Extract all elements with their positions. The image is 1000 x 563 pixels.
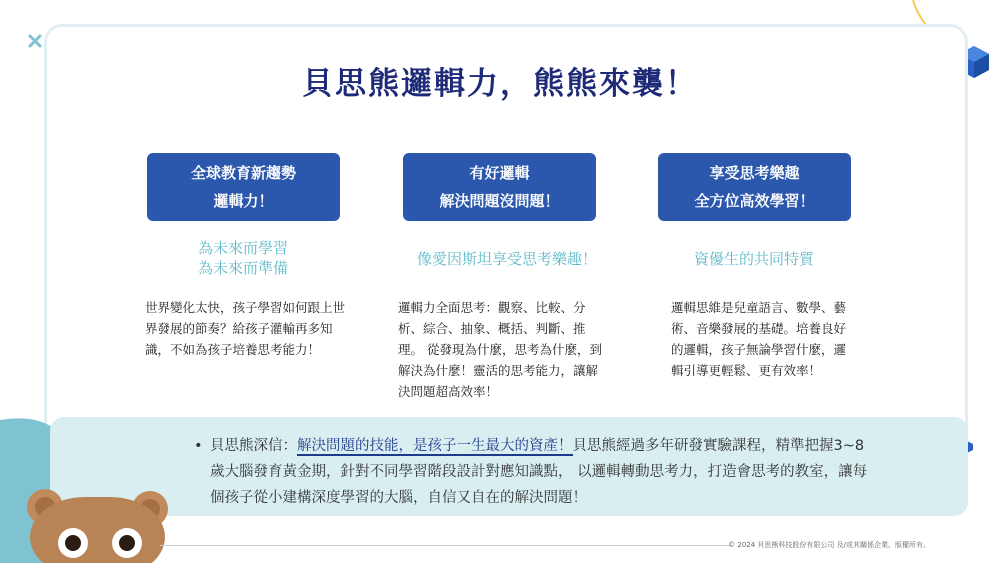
bottom-text bbox=[210, 433, 870, 511]
col2-button bbox=[403, 153, 596, 221]
col2-paragraph: 邏輯力全面思考：觀察、比較、分析、綜合、抽象、概括、判斷、推理。 從發現為什麼，思考為什麼，到解決為什麼！靈活的思考能力，讓解決問題超高效率！ bbox=[398, 300, 602, 399]
col3-button-line2: 全方位高效學習！ bbox=[694, 192, 815, 210]
bottom-lead: 貝思熊深信： bbox=[210, 438, 297, 454]
bottom-highlight: 解決問題的技能，是孩子一生最大的資產！ bbox=[297, 438, 573, 454]
col1-subtitle bbox=[113, 238, 373, 278]
col3-paragraph: 邏輯思維是兒童語言、數學、藝術、音樂發展的基礎。培養良好的邏輯，孩子無論學習什麼，邏輯引導更輕鬆、更有效率！ bbox=[671, 300, 847, 378]
col2-subtitle-line1: 像愛因斯坦享受思考樂趣！ bbox=[416, 250, 597, 268]
col2-button-line2: 解決問題沒問題！ bbox=[439, 192, 560, 210]
x-mark-icon bbox=[28, 34, 42, 48]
col1-button-line2: 邏輯力！ bbox=[213, 192, 274, 210]
col3-button bbox=[658, 153, 851, 221]
col3-button-line1: 享受思考樂趣 bbox=[709, 164, 800, 182]
col2-button-line1: 有好邏輯 bbox=[469, 164, 530, 182]
col1-paragraph: 世界變化太快，孩子學習如何跟上世界發展的節奏？給孩子灌輸再多知識，不如為孩子培養思考能力！ bbox=[145, 300, 346, 357]
bear-icon bbox=[15, 485, 175, 563]
footer-divider bbox=[160, 545, 730, 546]
bottom-bullet: • bbox=[194, 438, 203, 454]
page-title: 貝思熊邏輯力，熊熊來襲！ bbox=[302, 66, 698, 102]
col2-subtitle bbox=[377, 249, 637, 269]
col1-subtitle-line1: 為未來而學習 bbox=[197, 239, 288, 257]
col3-subtitle bbox=[624, 249, 884, 269]
copyright: © 2024 貝思熊科技股份有限公司 及/或其關係企業。版權所有。 bbox=[728, 541, 930, 549]
bottom-rest: 貝思熊經過多年研發實驗課程，精準把握3~8歲大腦發育黃金期，針對不同學習階段設計對應知識點， 以邏輯轉動思考力，打造會思考的教室，讓每個孩子從小建構深度學習的大腦，自信又自在的解決問題！ bbox=[210, 438, 868, 506]
col3-subtitle-line1: 資優生的共同特質 bbox=[693, 250, 814, 268]
col1-button bbox=[147, 153, 340, 221]
col1-subtitle-line2: 為未來而準備 bbox=[197, 259, 288, 277]
col1-button-line1: 全球教育新趨勢 bbox=[190, 164, 296, 182]
